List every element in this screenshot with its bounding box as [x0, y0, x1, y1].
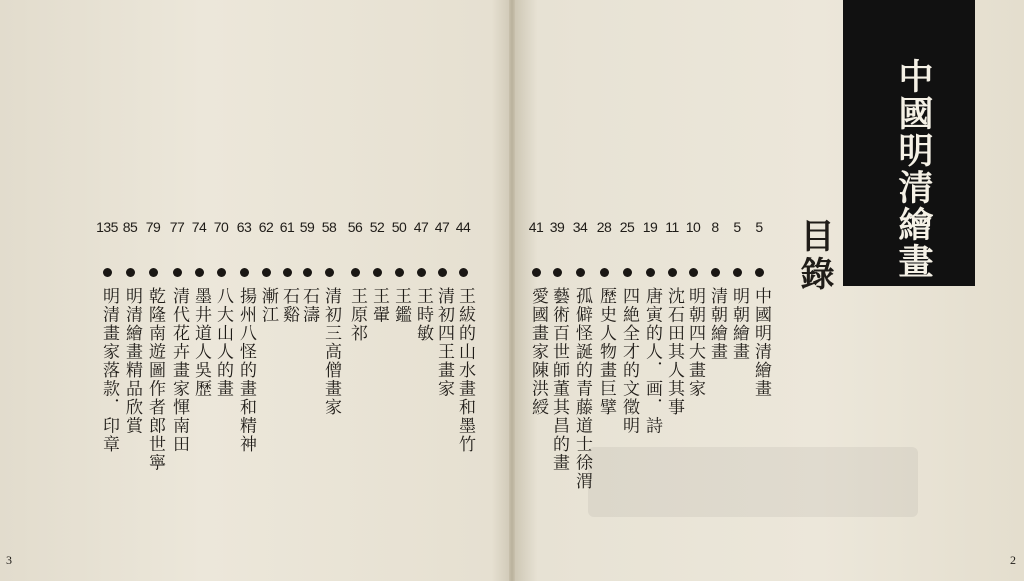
bullet-icon — [459, 268, 468, 277]
bullet-icon — [240, 268, 249, 277]
toc-entry-title: 唐寅的人．画．詩 — [642, 287, 662, 435]
toc-page-number: 8 — [711, 219, 719, 235]
toc-page-number: 47 — [413, 219, 429, 235]
toc-page-number: 59 — [299, 219, 315, 235]
toc-page-number: 11 — [665, 219, 679, 235]
bullet-icon — [623, 268, 632, 277]
bullet-icon — [417, 268, 426, 277]
toc-entry-title: 石谿 — [279, 287, 299, 324]
bullet-icon — [283, 268, 292, 277]
toc-entry-title: 四絶全才的文徵明 — [619, 287, 639, 435]
toc-entry-title: 藝術百世師董其昌的畫 — [549, 287, 569, 472]
bullet-icon — [126, 268, 135, 277]
toc-entry-title: 王翬 — [369, 287, 389, 324]
toc-page-number: 28 — [596, 219, 612, 235]
toc-page-number: 61 — [279, 219, 295, 235]
toc-page-number: 79 — [145, 219, 161, 235]
toc-entry-title: 歷史人物畫巨擘 — [596, 287, 616, 417]
toc-page-number: 5 — [755, 219, 763, 235]
toc-page-number: 19 — [642, 219, 658, 235]
toc-entry-title: 乾隆南遊圖作者郎世寧 — [145, 287, 165, 472]
bullet-icon — [438, 268, 447, 277]
toc-heading: 目錄 — [794, 218, 834, 294]
bullet-icon — [303, 268, 312, 277]
toc-entry-title: 清朝繪畫 — [707, 287, 727, 361]
bullet-icon — [733, 268, 742, 277]
toc-page-number: 77 — [169, 219, 185, 235]
bullet-icon — [646, 268, 655, 277]
toc-page-number: 135 — [96, 219, 118, 235]
toc-entry-title: 王時敏 — [413, 287, 433, 343]
toc-entry-title: 愛國畫家陳洪綬 — [528, 287, 548, 417]
toc-page-number: 56 — [347, 219, 363, 235]
toc-entry-title: 中國明清繪畫 — [751, 287, 771, 398]
bullet-icon — [553, 268, 562, 277]
toc-entry-title: 王紱的山水畫和墨竹 — [455, 287, 475, 454]
toc-entry-title: 王鑑 — [391, 287, 411, 324]
bullet-icon — [217, 268, 226, 277]
show-through-print — [588, 447, 918, 517]
toc-page-number: 85 — [122, 219, 138, 235]
toc-entry-title: 揚州八怪的畫和精神 — [236, 287, 256, 454]
bullet-icon — [755, 268, 764, 277]
toc-entry-title: 明朝四大畫家 — [685, 287, 705, 398]
book-title: 中國明清繪畫 — [893, 58, 933, 280]
toc-entry-title: 墨井道人吳歷 — [191, 287, 211, 398]
bullet-icon — [325, 268, 334, 277]
bullet-icon — [395, 268, 404, 277]
toc-page-number: 39 — [549, 219, 565, 235]
bullet-icon — [576, 268, 585, 277]
bullet-icon — [711, 268, 720, 277]
toc-entry-title: 八大山人的畫 — [213, 287, 233, 398]
toc-entry-title: 明清畫家落款．印章 — [99, 287, 119, 454]
bullet-icon — [373, 268, 382, 277]
toc-entry-title: 石濤 — [299, 287, 319, 324]
toc-page-number: 41 — [528, 219, 544, 235]
bullet-icon — [262, 268, 271, 277]
toc-entry-title: 清初三高僧畫家 — [321, 287, 341, 417]
toc-page-number: 58 — [321, 219, 337, 235]
toc-page-number: 47 — [434, 219, 450, 235]
toc-page-number: 63 — [236, 219, 252, 235]
folio-right: 2 — [1010, 553, 1016, 567]
book-gutter — [509, 0, 515, 581]
toc-entry-title: 王原祁 — [347, 287, 367, 343]
bullet-icon — [600, 268, 609, 277]
bullet-icon — [689, 268, 698, 277]
bullet-icon — [103, 268, 112, 277]
toc-page-number: 74 — [191, 219, 207, 235]
toc-page-number: 34 — [572, 219, 588, 235]
bullet-icon — [532, 268, 541, 277]
toc-entry-title: 明朝繪畫 — [729, 287, 749, 361]
toc-page-number: 62 — [258, 219, 274, 235]
toc-page-number: 44 — [455, 219, 471, 235]
bullet-icon — [195, 268, 204, 277]
toc-entry-title: 孤僻怪誕的青藤道士徐渭 — [572, 287, 592, 491]
toc-entry-title: 清初四王畫家 — [434, 287, 454, 398]
toc-page-number: 70 — [213, 219, 229, 235]
toc-entry-title: 清代花卉畫家惲南田 — [169, 287, 189, 454]
toc-page-number: 10 — [685, 219, 701, 235]
toc-page-number: 52 — [369, 219, 385, 235]
toc-page-number: 50 — [391, 219, 407, 235]
toc-page-number: 25 — [619, 219, 635, 235]
toc-entry-title: 漸江 — [258, 287, 278, 324]
bullet-icon — [173, 268, 182, 277]
bullet-icon — [668, 268, 677, 277]
bullet-icon — [351, 268, 360, 277]
toc-page-number: 5 — [733, 219, 741, 235]
bullet-icon — [149, 268, 158, 277]
toc-entry-title: 明清繪畫精品欣賞 — [122, 287, 142, 435]
toc-entry-title: 沈石田其人其事 — [664, 287, 684, 417]
folio-left: 3 — [6, 553, 12, 567]
